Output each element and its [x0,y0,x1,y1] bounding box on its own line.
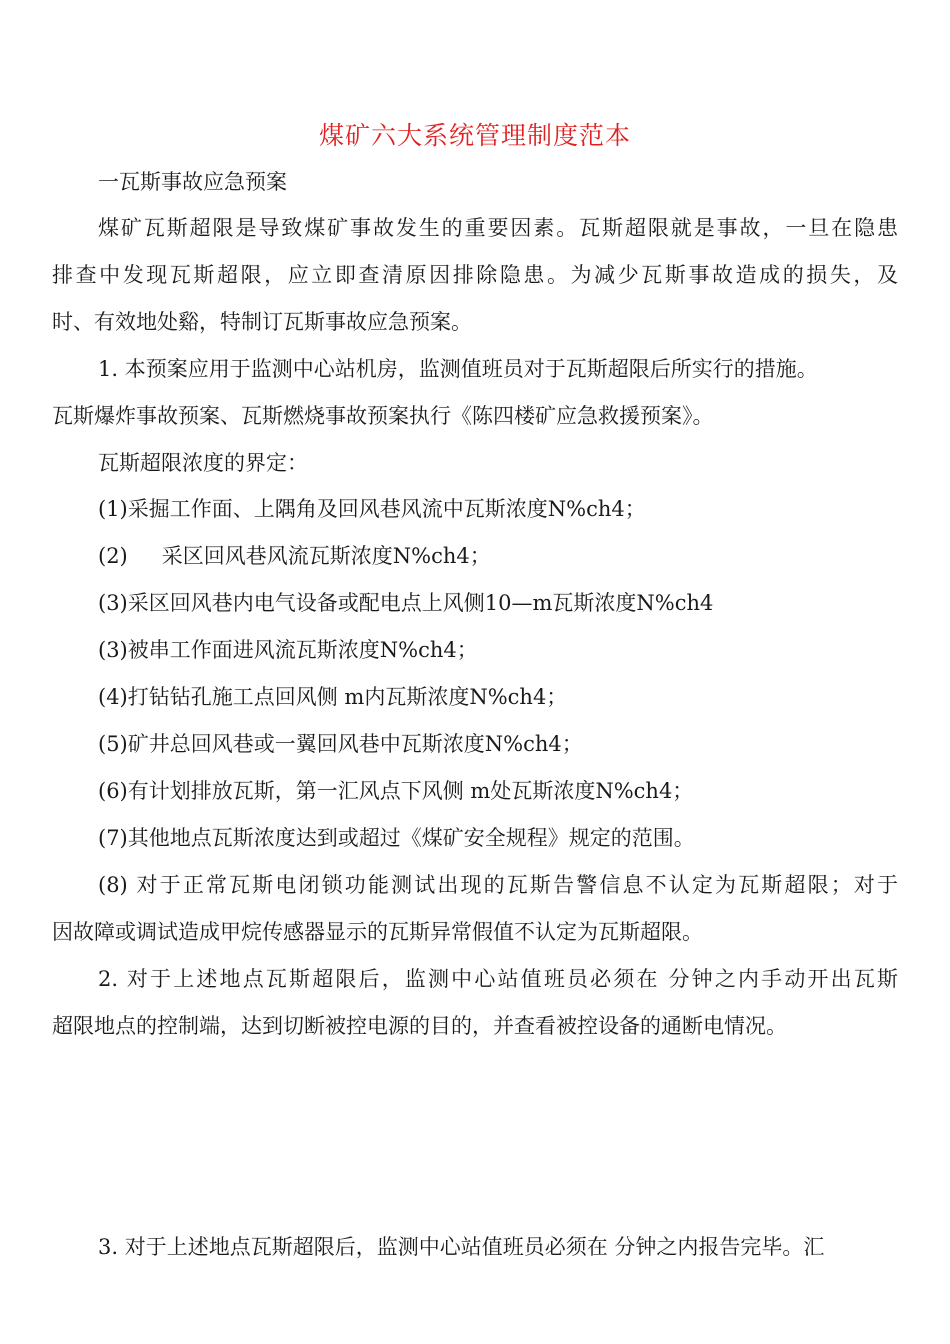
list-item-number: (2) [98,544,128,568]
paragraph-line: 因故障或调试造成甲烷传感器显示的瓦斯异常假值不认定为瓦斯超限。 [52,920,703,944]
list-item [98,541,898,571]
section-heading: 一瓦斯事故应急预案 [98,170,287,194]
paragraph-line: 排查中发现瓦斯超限，应立即查清原因排除隐患。为减少瓦斯事故造成的损失，及 [52,263,898,287]
list-item: (5)矿井总回风巷或一翼回风巷中瓦斯浓度N%ch4； [98,732,583,756]
paragraph-line: 瓦斯超限浓度的界定： [98,451,308,475]
document-title: 煤矿六大系统管理制度范本 [318,121,631,150]
list-item: (3)采区回风巷内电气设备或配电点上风侧10—m瓦斯浓度N%ch4 [98,591,714,615]
paragraph-line: 超限地点的控制端，达到切断被控电源的目的，并查看被控设备的通断电情况。 [52,1014,787,1038]
paragraph-line: 瓦斯爆炸事故预案、瓦斯燃烧事故预案执行《陈四楼矿应急救援预案》。 [52,404,714,428]
list-item: (3)被串工作面进风流瓦斯浓度N%ch4； [98,638,478,662]
paragraph-line: 2. 对于上述地点瓦斯超限后，监测中心站值班员必须在 分钟之内手动开出瓦斯 [98,967,898,991]
paragraph-line: 1. 本预案应用于监测中心站机房，监测值班员对于瓦斯超限后所实行的措施。 [98,357,818,381]
list-item-text: 采区回风巷风流瓦斯浓度N%ch4； [161,544,491,568]
list-item: (4)打钻钻孔施工点回风侧 m内瓦斯浓度N%ch4； [98,685,568,709]
list-item: (8) 对于正常瓦斯电闭锁功能测试出现的瓦斯告警信息不认定为瓦斯超限；对于 [98,873,898,897]
paragraph-line: 煤矿瓦斯超限是导致煤矿事故发生的重要因素。瓦斯超限就是事故，一旦在隐患 [98,216,898,240]
paragraph-line: 时、有效地处谿，特制订瓦斯事故应急预案。 [52,310,472,334]
list-item: (7)其他地点瓦斯浓度达到或超过《煤矿安全规程》规定的范围。 [98,826,695,850]
list-item: (6)有计划排放瓦斯，第一汇风点下风侧 m处瓦斯浓度N%ch4； [98,779,694,803]
list-item: (1)采掘工作面、上隅角及回风巷风流中瓦斯浓度N%ch4； [98,497,646,521]
paragraph-line: 3. 对于上述地点瓦斯超限后，监测中心站值班员必须在 分钟之内报告完毕。汇 [98,1235,825,1259]
